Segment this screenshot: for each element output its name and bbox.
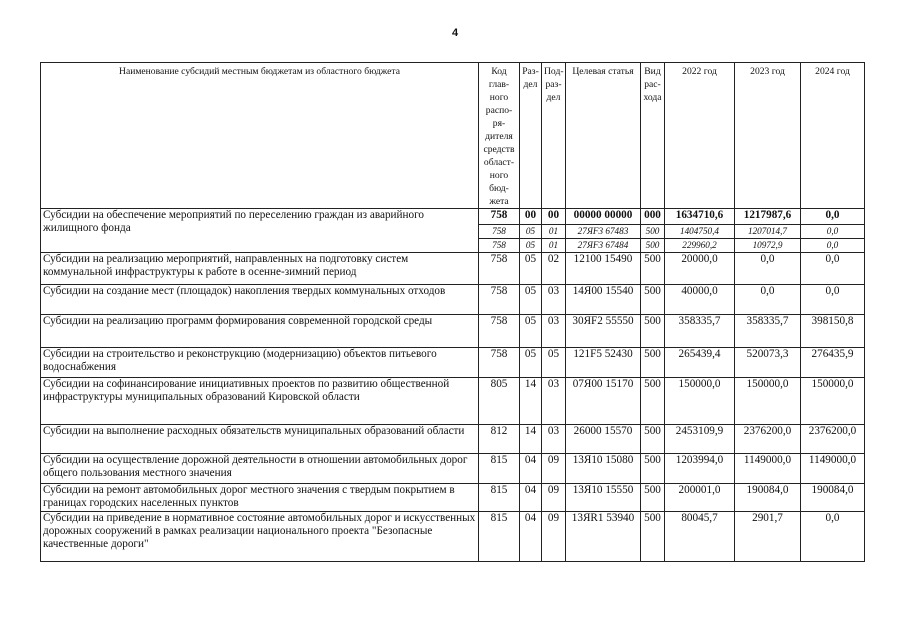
cell-y2024: 276435,9	[801, 348, 865, 378]
cell-subsection: 00	[542, 209, 566, 225]
cell-expense: 500	[641, 315, 665, 348]
cell-subsection: 09	[542, 454, 566, 484]
cell-y2024: 190084,0	[801, 484, 865, 512]
header-section: Раз- дел	[520, 63, 542, 209]
table-row	[41, 512, 865, 562]
cell-code: 805	[479, 378, 520, 425]
header-subsection: Под- раз- дел	[542, 63, 566, 209]
row-name: Субсидии на реализацию мероприятий, направленных на подготовку систем коммунальной инфраструктуры к работе в осенне-зимний период	[41, 253, 479, 285]
cell-target: 30ЯF2 55550	[566, 315, 641, 348]
cell-y2022: 40000,0	[665, 285, 735, 315]
row-name: Субсидии на реализацию программ формирования современной городской среды	[41, 315, 479, 348]
cell-y2022: 2453109,9	[665, 425, 735, 454]
header-expense: Вид рас- хода	[641, 63, 665, 209]
subcell-section: 05	[520, 239, 542, 253]
cell-subsection: 03	[542, 425, 566, 454]
cell-y2022: 265439,4	[665, 348, 735, 378]
cell-subsection: 02	[542, 253, 566, 285]
cell-expense: 500	[641, 285, 665, 315]
row-name: Субсидии на строительство и реконструкцию (модернизацию) объектов питьевого водоснабжения	[41, 348, 479, 378]
cell-y2022: 1203994,0	[665, 454, 735, 484]
header-2022: 2022 год	[665, 63, 735, 209]
cell-y2023: 0,0	[735, 285, 801, 315]
header-name: Наименование субсидий местным бюджетам из областного бюджета	[41, 63, 479, 209]
row-name: Субсидии на софинансирование инициативных проектов по развитию общественной инфраструктуры муниципальных образований Кировской области	[41, 378, 479, 425]
cell-target: 13Я10 15080	[566, 454, 641, 484]
cell-expense: 500	[641, 378, 665, 425]
subcell-expense: 500	[641, 225, 665, 239]
subcell-code: 758	[479, 225, 520, 239]
subcell-y2022: 229960,2	[665, 239, 735, 253]
cell-y2024: 398150,8	[801, 315, 865, 348]
row-name: Субсидии на выполнение расходных обязательств муниципальных образований области	[41, 425, 479, 454]
cell-subsection: 05	[542, 348, 566, 378]
cell-y2024: 0,0	[801, 253, 865, 285]
cell-y2022: 80045,7	[665, 512, 735, 562]
cell-subsection: 03	[542, 315, 566, 348]
table-row	[41, 484, 865, 512]
cell-section: 04	[520, 484, 542, 512]
cell-y2022: 1634710,6	[665, 209, 735, 225]
cell-y2022: 150000,0	[665, 378, 735, 425]
cell-expense: 500	[641, 484, 665, 512]
cell-y2023: 1217987,6	[735, 209, 801, 225]
table-row	[41, 454, 865, 484]
cell-y2022: 20000,0	[665, 253, 735, 285]
cell-subsection: 09	[542, 484, 566, 512]
cell-y2023: 358335,7	[735, 315, 801, 348]
cell-target: 12100 15490	[566, 253, 641, 285]
header-2024: 2024 год	[801, 63, 865, 209]
cell-section: 14	[520, 378, 542, 425]
cell-target: 14Я00 15540	[566, 285, 641, 315]
cell-target: 00000 00000	[566, 209, 641, 225]
table-row	[41, 348, 865, 378]
row-name: Субсидии на создание мест (площадок) накопления твердых коммунальных отходов	[41, 285, 479, 315]
cell-expense: 500	[641, 512, 665, 562]
cell-expense: 500	[641, 425, 665, 454]
cell-target: 13ЯR1 53940	[566, 512, 641, 562]
cell-code: 758	[479, 209, 520, 225]
cell-y2023: 0,0	[735, 253, 801, 285]
subcell-target: 27ЯF3 67483	[566, 225, 641, 239]
header-target: Целевая статья	[566, 63, 641, 209]
subcell-section: 05	[520, 225, 542, 239]
subcell-subsection: 01	[542, 239, 566, 253]
cell-section: 05	[520, 253, 542, 285]
subcell-subsection: 01	[542, 225, 566, 239]
cell-y2024: 1149000,0	[801, 454, 865, 484]
subcell-y2023: 10972,9	[735, 239, 801, 253]
row-name: Субсидии на ремонт автомобильных дорог местного значения с твердым покрытием в границах городских населенных пунктов	[41, 484, 479, 512]
cell-y2023: 2901,7	[735, 512, 801, 562]
cell-target: 07Я00 15170	[566, 378, 641, 425]
page-number: 4	[451, 27, 459, 39]
cell-y2022: 358335,7	[665, 315, 735, 348]
cell-subsection: 03	[542, 285, 566, 315]
cell-section: 04	[520, 454, 542, 484]
cell-y2022: 200001,0	[665, 484, 735, 512]
cell-expense: 000	[641, 209, 665, 225]
cell-section: 14	[520, 425, 542, 454]
cell-target: 26000 15570	[566, 425, 641, 454]
cell-code: 815	[479, 512, 520, 562]
cell-section: 05	[520, 285, 542, 315]
subcell-code: 758	[479, 239, 520, 253]
cell-code: 812	[479, 425, 520, 454]
cell-expense: 500	[641, 454, 665, 484]
cell-y2023: 150000,0	[735, 378, 801, 425]
cell-section: 00	[520, 209, 542, 225]
subsidies-table	[40, 62, 865, 562]
subcell-y2024: 0,0	[801, 225, 865, 239]
cell-code: 758	[479, 253, 520, 285]
header-2023: 2023 год	[735, 63, 801, 209]
cell-target: 13Я10 15550	[566, 484, 641, 512]
subcell-expense: 500	[641, 239, 665, 253]
cell-code: 815	[479, 454, 520, 484]
subcell-y2024: 0,0	[801, 239, 865, 253]
table-row	[41, 378, 865, 425]
subcell-y2022: 1404750,4	[665, 225, 735, 239]
row-name: Субсидии на осуществление дорожной деятельности в отношении автомобильных дорог общего пользования местного значения	[41, 454, 479, 484]
cell-code: 758	[479, 285, 520, 315]
cell-section: 05	[520, 348, 542, 378]
header-code: Код глав- ного распо- ря- дителя средств област- ного бюд- жета	[479, 63, 520, 209]
cell-y2023: 190084,0	[735, 484, 801, 512]
cell-code: 758	[479, 348, 520, 378]
cell-section: 05	[520, 315, 542, 348]
cell-section: 04	[520, 512, 542, 562]
cell-y2024: 0,0	[801, 512, 865, 562]
subcell-target: 27ЯF3 67484	[566, 239, 641, 253]
cell-y2023: 520073,3	[735, 348, 801, 378]
cell-expense: 500	[641, 348, 665, 378]
cell-subsection: 03	[542, 378, 566, 425]
table-row	[41, 285, 865, 315]
table-row	[41, 253, 865, 285]
cell-y2024: 150000,0	[801, 378, 865, 425]
cell-code: 815	[479, 484, 520, 512]
cell-target: 121F5 52430	[566, 348, 641, 378]
cell-y2024: 0,0	[801, 209, 865, 225]
table-row	[41, 425, 865, 454]
row-name: Субсидии на обеспечение мероприятий по переселению граждан из аварийного жилищного фонда	[41, 209, 479, 253]
row-name: Субсидии на приведение в нормативное состояние автомобильных дорог и искусственных дорожных сооружений в рамках реализации национального проекта "Безопасные качественные дороги"	[41, 512, 479, 562]
cell-expense: 500	[641, 253, 665, 285]
table-row	[41, 209, 865, 225]
cell-y2023: 1149000,0	[735, 454, 801, 484]
cell-subsection: 09	[542, 512, 566, 562]
cell-y2023: 2376200,0	[735, 425, 801, 454]
cell-y2024: 0,0	[801, 285, 865, 315]
subcell-y2023: 1207014,7	[735, 225, 801, 239]
cell-y2024: 2376200,0	[801, 425, 865, 454]
table-body	[41, 209, 865, 562]
cell-code: 758	[479, 315, 520, 348]
table-row	[41, 315, 865, 348]
